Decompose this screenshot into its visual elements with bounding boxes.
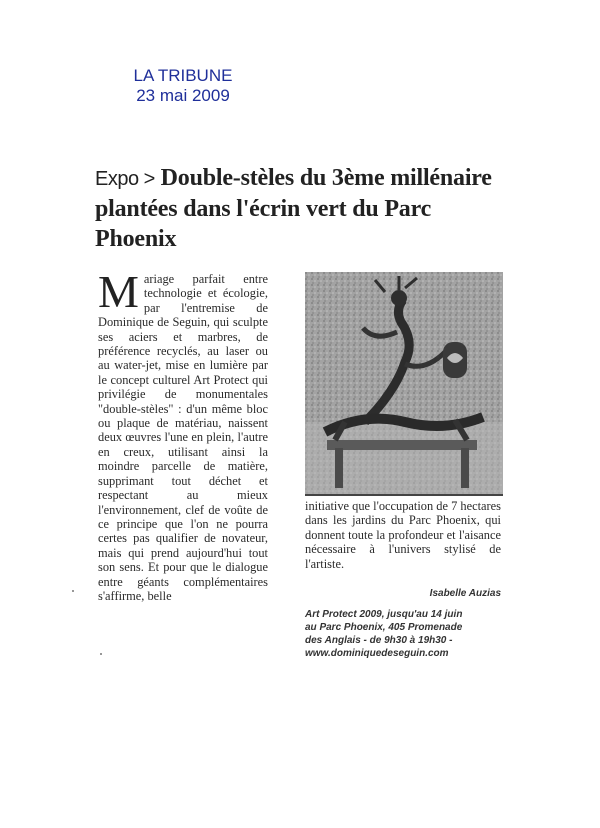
info-website: www.dominiquedeseguin.com bbox=[305, 648, 449, 659]
left-column-text: ariage parfait entre technologie et écologie, par l'entremise de Dominique de Seguin, qui sculpte ses aciers et marbres, de préférence recyclés, au laser ou au water-jet, mise en lumière par le concept culturel Art Protect qui privilégie de monumentales "double-stèles" : d'un même bloc ou plaque de matériau, naissent deux œuvres l'une en plein, l'autre en creux, utilisant ainsi la moindre parcelle de matière, supprimant tout déchet et respectant au mieux l'environnement, clef de voûte de ce principe que l'on ne pourra certes pas qualifier de novateur, mais qui prend aujourd'hui tout son sens. Et pour que le dialogue entre géants complémentaires s'affirme, belle bbox=[98, 272, 268, 603]
sculpture-photo-icon bbox=[305, 272, 503, 494]
publication-name: LA TRIBUNE bbox=[133, 66, 233, 85]
headline-title: Double-stèles du 3ème millénaire plantées dans l'écrin vert du Parc Phoenix bbox=[95, 165, 492, 252]
info-line-1: Art Protect 2009, jusqu'au 14 juin bbox=[305, 609, 463, 620]
section-label: Expo > bbox=[95, 168, 155, 190]
scan-speck bbox=[100, 653, 102, 655]
scan-speck bbox=[72, 590, 74, 592]
author-byline: Isabelle Auzias bbox=[429, 588, 501, 599]
drop-cap: M bbox=[98, 266, 139, 317]
info-line-3: des Anglais - de 9h30 à 19h30 - bbox=[305, 635, 453, 646]
source-header bbox=[118, 66, 248, 106]
article-right-column bbox=[305, 499, 501, 571]
event-info bbox=[305, 608, 505, 660]
publication-date: 23 mai 2009 bbox=[136, 86, 230, 105]
article-left-column bbox=[98, 266, 268, 603]
info-line-2: au Parc Phoenix, 405 Promenade bbox=[305, 622, 463, 633]
right-column-text: initiative que l'occupation de 7 hectares dans les jardins du Parc Phoenix, qui donnent toute la profondeur et l'aisance nécessaire à l'univers stylisé de l'artiste. bbox=[305, 499, 501, 571]
article-headline bbox=[95, 163, 515, 254]
sculpture-photo bbox=[305, 272, 503, 496]
